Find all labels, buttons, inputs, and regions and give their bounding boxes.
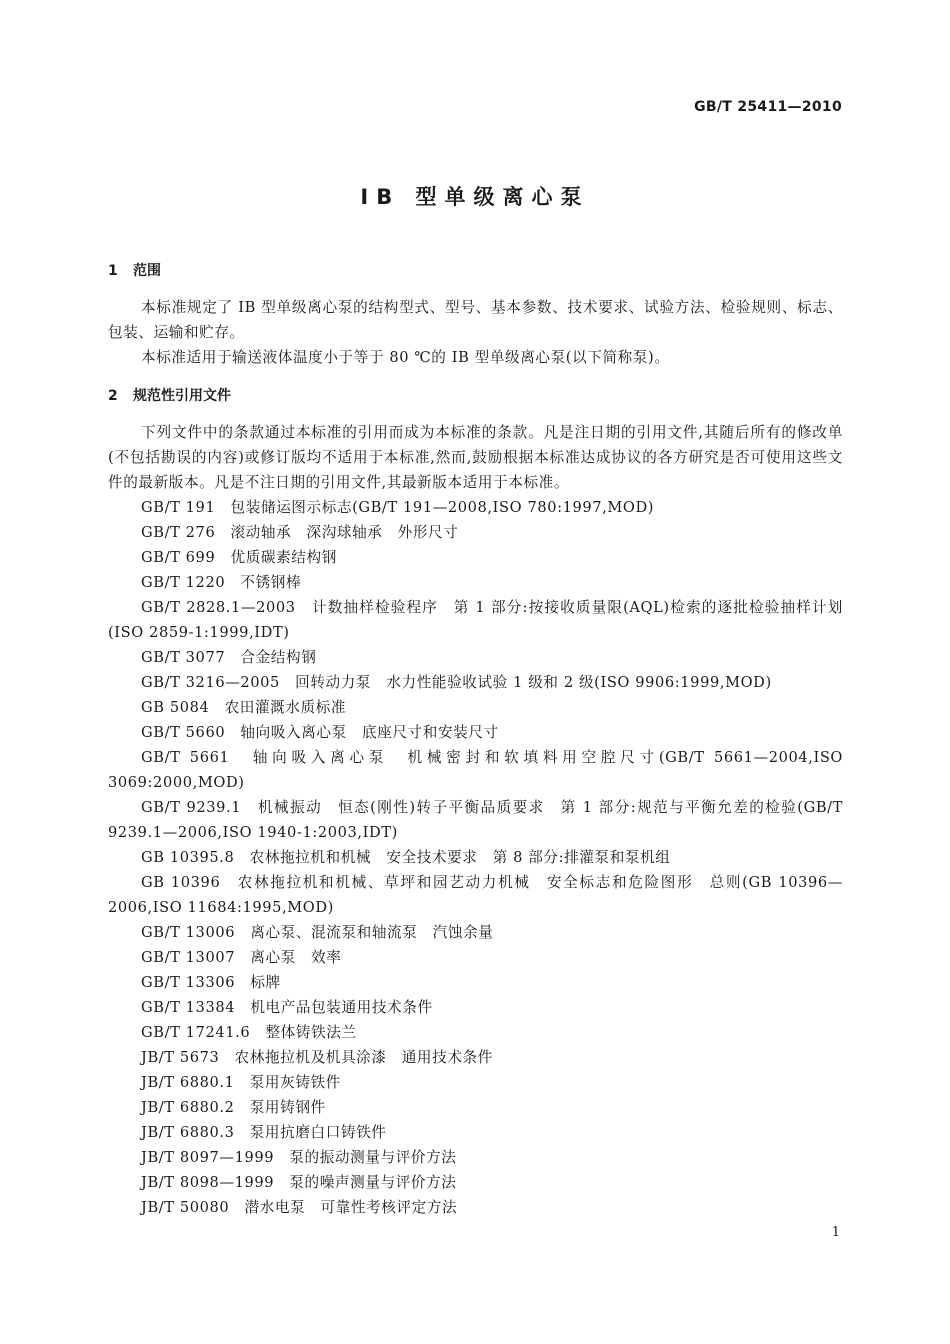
reference-code: GB/T 699 xyxy=(141,549,216,566)
reference-item xyxy=(108,670,843,695)
reference-item xyxy=(108,1045,843,1070)
reference-code: GB/T 3077 xyxy=(141,649,226,666)
reference-code: JB/T 6880.1 xyxy=(141,1074,235,1091)
reference-code: GB/T 9239.1 xyxy=(141,799,242,816)
section-2-heading xyxy=(108,385,231,405)
reference-item xyxy=(108,520,843,545)
reference-code: JB/T 5673 xyxy=(141,1049,220,1066)
reference-item xyxy=(108,945,843,970)
reference-code: GB 5084 xyxy=(141,699,210,716)
section-1-paragraph-1: 本标准规定了 IB 型单级离心泵的结构型式、型号、基本参数、技术要求、试验方法、检验规则、标志、包装、运输和贮存。 xyxy=(108,299,843,341)
reference-item xyxy=(108,1195,843,1220)
reference-item xyxy=(108,845,843,870)
reference-title: 计数抽样检验程序 第 1 部分:按接收质量限(AQL)检索的逐批检验抽样计划(ISO 2859-1:1999,IDT) xyxy=(108,599,843,641)
reference-title: 潜水电泵 可靠性考核评定方法 xyxy=(244,1199,458,1216)
reference-title: 机械振动 恒态(刚性)转子平衡品质要求 第 1 部分:规范与平衡允差的检验(GB/T 9239.1—2006,ISO 1940-1:2003,IDT) xyxy=(108,799,849,841)
reference-code: GB/T 13006 xyxy=(141,924,236,941)
reference-title: 泵用铸钢件 xyxy=(249,1099,326,1116)
reference-code: JB/T 8098—1999 xyxy=(141,1174,275,1191)
reference-item xyxy=(108,920,843,945)
reference-title: 农林拖拉机及机具涂漆 通用技术条件 xyxy=(234,1049,493,1066)
reference-code: GB/T 13306 xyxy=(141,974,236,991)
reference-item xyxy=(108,995,843,1020)
reference-code: GB/T 5661 xyxy=(141,749,230,766)
reference-item xyxy=(108,695,843,720)
reference-item xyxy=(108,1095,843,1120)
section-1-number: 1 xyxy=(108,263,118,279)
section-1-heading xyxy=(108,260,161,280)
reference-code: GB/T 1220 xyxy=(141,574,226,591)
document-title: IB 型单级离心泵 xyxy=(360,185,590,209)
reference-title: 离心泵、混流泵和轴流泵 汽蚀余量 xyxy=(250,924,494,941)
reference-item xyxy=(108,1170,843,1195)
reference-item xyxy=(108,795,849,845)
reference-title: 机电产品包装通用技术条件 xyxy=(250,999,433,1016)
reference-code: GB/T 13007 xyxy=(141,949,236,966)
reference-code: JB/T 6880.2 xyxy=(141,1099,235,1116)
reference-title: 包装储运图示标志(GB/T 191—2008,ISO 780:1997,MOD) xyxy=(230,499,655,516)
reference-code: GB/T 5660 xyxy=(141,724,226,741)
reference-title: 离心泵 效率 xyxy=(250,949,342,966)
reference-item xyxy=(108,1020,843,1045)
reference-item xyxy=(108,970,843,995)
reference-code: JB/T 50080 xyxy=(141,1199,230,1216)
reference-item xyxy=(108,1070,843,1095)
reference-title: 合金结构钢 xyxy=(240,649,317,666)
reference-item xyxy=(108,720,843,745)
reference-item xyxy=(108,595,843,645)
reference-item xyxy=(108,870,843,920)
reference-code: GB/T 2828.1—2003 xyxy=(141,599,296,616)
reference-title: 泵用灰铸铁件 xyxy=(249,1074,341,1091)
reference-item xyxy=(108,745,849,795)
reference-code: GB/T 191 xyxy=(141,499,216,516)
reference-item xyxy=(108,545,843,570)
reference-title: 农林拖拉机和机械 安全技术要求 第 8 部分:排灌泵和泵机组 xyxy=(249,849,671,866)
reference-code: GB/T 3216—2005 xyxy=(141,674,280,691)
standard-number: GB/T 25411—2010 xyxy=(694,99,842,115)
reference-item xyxy=(108,570,843,595)
reference-title: 整体铸铁法兰 xyxy=(265,1024,357,1041)
reference-code: JB/T 8097—1999 xyxy=(141,1149,275,1166)
reference-title: 优质碳素结构钢 xyxy=(230,549,337,566)
section-2-title: 规范性引用文件 xyxy=(133,388,231,404)
reference-title: 泵用抗磨白口铸铁件 xyxy=(249,1124,387,1141)
reference-title: 不锈钢棒 xyxy=(240,574,302,591)
reference-title: 轴向吸入离心泵 机械密封和软填料用空腔尺寸(GB/T 5661—2004,ISO 3069:2000,MOD) xyxy=(108,749,849,791)
reference-title: 泵的振动测量与评价方法 xyxy=(289,1149,457,1166)
reference-title: 滚动轴承 深沟球轴承 外形尺寸 xyxy=(230,524,459,541)
reference-code: GB/T 276 xyxy=(141,524,216,541)
reference-title: 农田灌溉水质标准 xyxy=(224,699,347,716)
reference-title: 泵的噪声测量与评价方法 xyxy=(289,1174,457,1191)
reference-item xyxy=(108,495,843,520)
section-1-paragraph-2: 本标准适用于输送液体温度小于等于 80 ℃的 IB 型单级离心泵(以下简称泵)。 xyxy=(141,349,670,366)
reference-item xyxy=(108,645,843,670)
reference-title: 轴向吸入离心泵 底座尺寸和安装尺寸 xyxy=(240,724,499,741)
reference-code: GB/T 13384 xyxy=(141,999,236,1016)
reference-title: 标牌 xyxy=(250,974,281,991)
page-number: 1 xyxy=(831,1225,840,1240)
reference-code: JB/T 6880.3 xyxy=(141,1124,235,1141)
reference-item xyxy=(108,1145,843,1170)
section-1-title: 范围 xyxy=(133,263,161,279)
reference-code: GB 10395.8 xyxy=(141,849,235,866)
section-2-intro: 下列文件中的条款通过本标准的引用而成为本标准的条款。凡是注日期的引用文件,其随后所有的修改单(不包括勘误的内容)或修订版均不适用于本标准,然而,鼓励根据本标准达成协议的各方研究是否可使用这些文件的最新版本。凡是不注日期的引用文件,其最新版本适用于本标准。 xyxy=(108,424,843,491)
reference-title: 回转动力泵 水力性能验收试验 1 级和 2 级(ISO 9906:1999,MOD) xyxy=(295,674,772,691)
section-2-number: 2 xyxy=(108,388,118,404)
reference-code: GB/T 17241.6 xyxy=(141,1024,251,1041)
reference-item xyxy=(108,1120,843,1145)
reference-title: 农林拖拉机和机械、草坪和园艺动力机械 安全标志和危险图形 总则(GB 10396—2006,ISO 11684:1995,MOD) xyxy=(108,874,843,916)
reference-code: GB 10396 xyxy=(141,874,221,891)
